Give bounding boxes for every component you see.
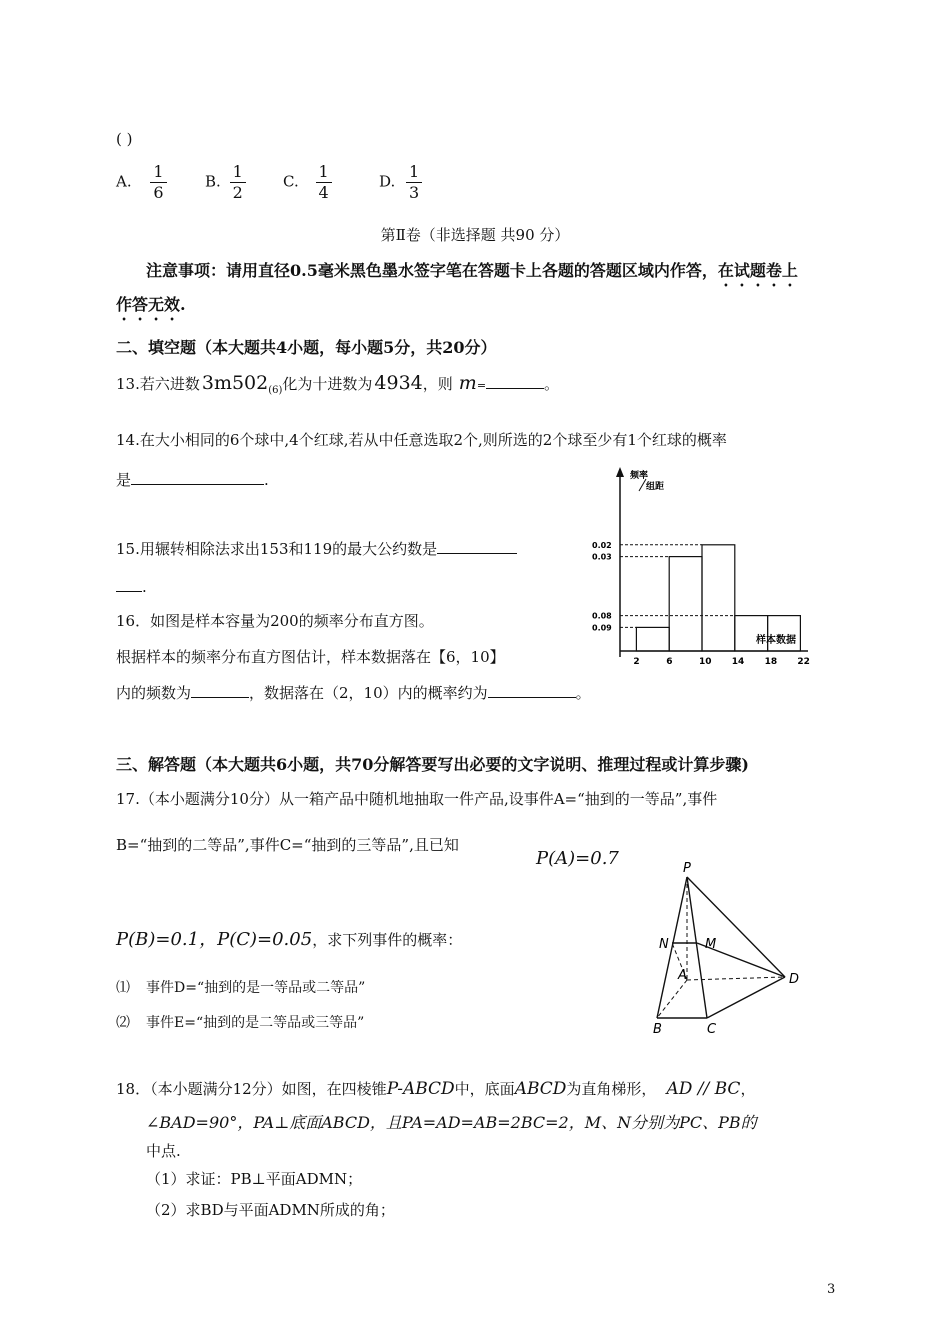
q13: 13.若六进数 $3m502_{(6)}$化为十进数为 4934，则 m= 。 — [116, 372, 560, 396]
q18-sub1: （1）求证：PB⊥平面ADMN； — [146, 1170, 363, 1188]
y-axis-label-top: 频率 — [630, 471, 649, 481]
part2-heading: 二、填空题（本大题共4小题，每小题5分，共20分） — [116, 338, 497, 357]
fraction-den: 3 — [409, 183, 420, 202]
label-m: M — [705, 937, 717, 952]
y-tick-label: 0.09 — [592, 623, 612, 633]
q16-line1: 16．如图是样本容量为200的频率分布直方图。 — [116, 612, 434, 630]
page-number: 3 — [827, 1282, 836, 1297]
fraction-den: 6 — [153, 183, 164, 202]
q16-line3: 内的频数为 ，数据落在（2，10）内的概率约为 。 — [116, 684, 591, 702]
option-label: C. — [283, 172, 299, 191]
label-c: C — [707, 1022, 717, 1035]
histogram-bar — [636, 627, 669, 651]
notice-line1: 注意事项：请用直径0.5毫米黑色墨水签字笔在答题卡上各题的答题区域内作答，在试题卷上 — [146, 261, 798, 280]
q18-line1: 18．（本小题满分12分）如图，在四棱锥P-ABCD中，底面ABCD为直角梯形， AD // BC， — [116, 1079, 756, 1099]
q16-line2: 根据样本的频率分布直方图估计，样本数据落在【6，10】 — [116, 648, 505, 666]
option-label: A. — [116, 172, 132, 191]
q15-line2: . — [116, 578, 147, 596]
section-title: 第Ⅱ卷（非选择题 共90 分） — [380, 226, 570, 244]
q17-line2: B=“抽到的二等品”,事件C=“抽到的三等品”,且已知 — [116, 836, 459, 854]
x-tick-label: 6 — [666, 657, 673, 667]
q18-line2: ∠BAD=90°，PA⊥底面ABCD，且PA=AD=AB=2BC=2，M、N分别为PC、PB的 — [146, 1113, 757, 1132]
option-a — [116, 162, 167, 203]
notice-line2: 作答无效. — [116, 295, 186, 314]
y-axis-label-bottom: 组距 — [646, 482, 665, 492]
x-axis-label: 样本数据 — [756, 635, 796, 646]
q14-line1: 14.在大小相同的6个球中,4个红球,若从中任意选取2个,则所选的2个球至少有1个红球的概率 — [116, 431, 727, 449]
edge-pc — [687, 877, 707, 1018]
y-tick-label: 0.08 — [592, 611, 612, 621]
y-tick-label: 0.02 — [592, 540, 612, 550]
x-tick-label: 14 — [731, 657, 745, 667]
x-tick-label: 2 — [633, 657, 640, 667]
histogram-bar — [669, 557, 702, 651]
option-b — [205, 162, 246, 203]
histogram-bar — [702, 545, 735, 651]
y-tick-label: 0.03 — [592, 552, 612, 562]
q18-sub2: （2）求BD与平面ADMN所成的角； — [146, 1201, 395, 1219]
option-label: D. — [379, 172, 396, 191]
label-a: A — [678, 968, 687, 983]
fraction-num: 1 — [316, 162, 332, 183]
label-p: P — [683, 861, 691, 876]
q15-line1: 15.用辗转相除法求出153和119的最大公约数是 — [116, 538, 517, 559]
q17-item2: ⑵ 事件E=“抽到的是二等品或三等品” — [116, 1015, 365, 1031]
fraction-den: 2 — [232, 183, 243, 202]
edge-pd — [687, 877, 785, 977]
answer-paren: ( ) — [116, 130, 133, 148]
pyramid-figure — [645, 855, 820, 1035]
part3-heading: 三、解答题（本大题共6小题，共70分解答要写出必要的文字说明、推理过程或计算步骤) — [116, 755, 749, 774]
label-d: D — [789, 972, 800, 987]
fraction-den: 4 — [318, 183, 329, 202]
option-c — [283, 162, 332, 203]
frequency-histogram — [590, 465, 820, 670]
edge-cd — [707, 977, 785, 1018]
q17-item1: ⑴ 事件D=“抽到的是一等品或二等品” — [116, 980, 366, 996]
fraction-num: 1 — [406, 162, 422, 183]
label-b: B — [653, 1022, 662, 1035]
q14-line2: 是 . — [116, 471, 269, 489]
q17-line3: P(B)=0.1，P(C)=0.05，求下列事件的概率： — [116, 929, 463, 950]
x-tick-label: 18 — [764, 657, 778, 667]
x-tick-label: 22 — [797, 657, 810, 667]
label-n: N — [659, 937, 669, 952]
x-tick-label: 10 — [699, 657, 712, 667]
option-d — [379, 162, 422, 203]
q18-line3: 中点. — [146, 1142, 181, 1160]
q17-line1: 17.（本小题满分10分）从一箱产品中随机地抽取一件产品,设事件A=“抽到的一等品”,事件 — [116, 790, 718, 808]
y-axis-arrow — [616, 467, 624, 477]
option-label: B. — [205, 172, 221, 191]
fraction-num: 1 — [150, 162, 166, 183]
fraction-num: 1 — [230, 162, 246, 183]
q17-pa: P(A)=0.7 — [536, 848, 619, 869]
